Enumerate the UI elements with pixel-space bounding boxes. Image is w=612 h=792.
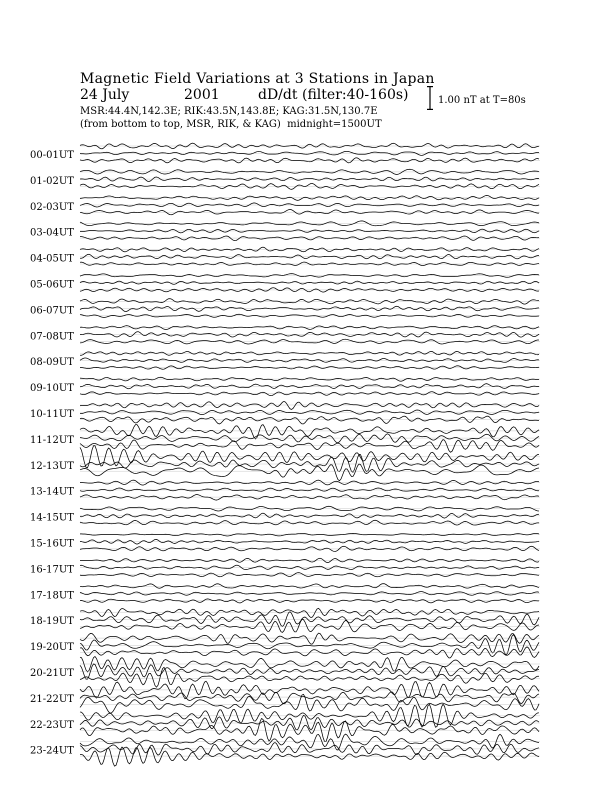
- hour-label: 06-07UT: [30, 305, 74, 317]
- hour-label: 11-12UT: [30, 434, 74, 446]
- component-label: dD/dt: [258, 87, 298, 103]
- trace-msr: [80, 262, 539, 265]
- trace-msr: [80, 599, 539, 603]
- trace-kag: [80, 533, 539, 536]
- trace-kag: [80, 584, 539, 589]
- hour-label: 16-17UT: [30, 564, 74, 576]
- trace-kag: [80, 326, 539, 330]
- trace-kag: [80, 221, 539, 226]
- stations-coords: MSR:44.4N,142.3E; RIK:43.5N,143.8E; KAG:31.5N,130.7E: [80, 106, 378, 117]
- trace-rik: [80, 281, 539, 284]
- trace-kag: [80, 401, 539, 409]
- hour-label: 18-19UT: [30, 616, 74, 628]
- hour-label: 13-14UT: [30, 486, 74, 498]
- hour-label: 02-03UT: [30, 201, 74, 213]
- hour-label: 23-24UT: [30, 745, 74, 757]
- hour-label: 14-15UT: [30, 512, 74, 524]
- hour-label: 00-01UT: [30, 150, 74, 161]
- hour-label: 21-22UT: [30, 693, 74, 705]
- trace-msr: [80, 236, 539, 241]
- trace-rik: [80, 306, 539, 311]
- trace-rik: [80, 254, 539, 258]
- station-order-note: (from bottom to top, MSR, RIK, & KAG): [80, 119, 281, 130]
- trace-rik: [80, 488, 539, 491]
- hour-label: 19-20UT: [30, 642, 74, 654]
- hour-label: 09-10UT: [30, 383, 74, 395]
- scale-label: 1.00 nT at T=80s: [438, 95, 526, 106]
- trace-msr: [80, 520, 539, 525]
- trace-kag: [80, 608, 539, 617]
- trace-rik: [80, 715, 539, 730]
- chart-title: Magnetic Field Variations at 3 Stations in Japan: [80, 71, 435, 87]
- trace-rik: [80, 664, 539, 679]
- trace-rik: [80, 692, 539, 704]
- filter-label: (filter:40-160s): [302, 87, 409, 103]
- hour-label: 07-08UT: [30, 331, 74, 343]
- hour-label: 20-21UT: [30, 668, 74, 679]
- trace-rik: [80, 454, 539, 472]
- trace-rik: [80, 635, 539, 655]
- midnight-note: midnight=1500UT: [287, 119, 382, 130]
- hour-label: 08-09UT: [30, 357, 74, 369]
- hour-label: 03-04UT: [30, 227, 74, 239]
- trace-kag: [80, 425, 539, 439]
- hour-label: 10-11UT: [30, 409, 74, 420]
- trace-msr: [80, 667, 539, 687]
- trace-msr: [80, 416, 539, 424]
- hour-label: 22-23UT: [30, 719, 74, 731]
- trace-msr: [80, 747, 539, 766]
- hour-label: 05-06UT: [30, 279, 74, 291]
- trace-rik: [80, 565, 539, 569]
- hour-label: 01-02UT: [30, 175, 74, 187]
- date-day: 24 July: [80, 87, 130, 103]
- hour-label: 12-13UT: [30, 460, 74, 472]
- date-year: 2001: [184, 87, 220, 103]
- trace-kag: [80, 633, 539, 644]
- trace-rik: [80, 358, 539, 362]
- hour-label: 15-16UT: [30, 538, 74, 550]
- trace-msr: [80, 440, 539, 453]
- hour-label: 04-05UT: [30, 253, 74, 265]
- hour-label: 17-18UT: [30, 590, 74, 602]
